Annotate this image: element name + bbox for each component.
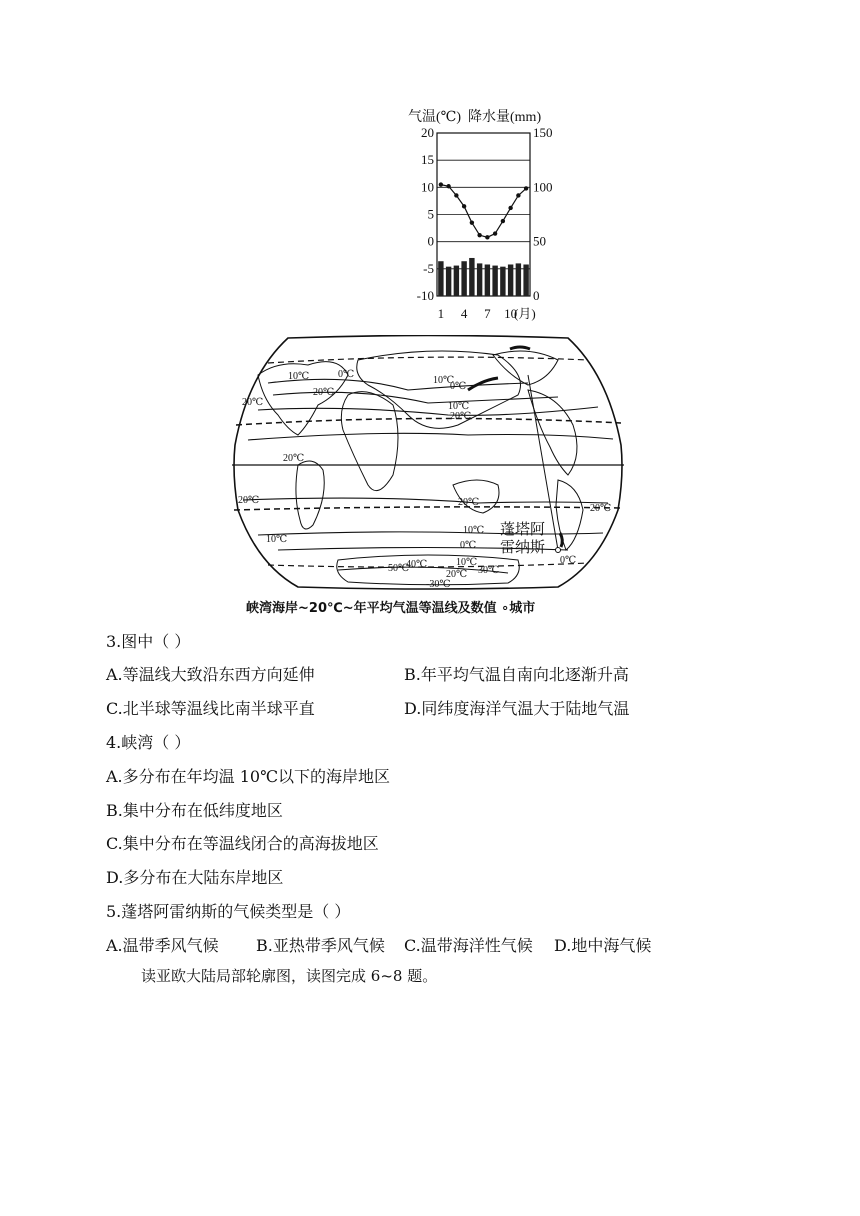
precip-bar xyxy=(508,264,513,296)
month-tick-label: 1 xyxy=(437,306,445,321)
label-n0-left: 0℃ xyxy=(338,369,355,380)
temp-point xyxy=(439,182,443,186)
label-n20-mid: 20℃ xyxy=(450,411,472,422)
precip-bar xyxy=(461,261,466,296)
label-n10-right: 10℃ xyxy=(448,401,470,412)
label-s10-low: 10℃ xyxy=(456,557,478,568)
temp-point xyxy=(493,231,497,235)
month-tick-label: 7 xyxy=(484,306,491,321)
temp-point xyxy=(462,204,466,208)
question-4-option-b: B.集中分布在低纬度地区 xyxy=(106,801,283,820)
label-s50-low: 50℃ xyxy=(388,563,410,574)
temp-point xyxy=(524,186,528,190)
question-4-option-d: D.多分布在大陆东岸地区 xyxy=(106,868,284,887)
city-label-line2: 雷纳斯 xyxy=(500,540,546,556)
precip-axis-title: 降水量(mm) xyxy=(468,110,542,125)
precip-bar xyxy=(492,266,497,296)
label-s20-right: 20℃ xyxy=(590,503,612,514)
label-n10-mid: 10℃ xyxy=(433,375,455,386)
label-s20-low: 20℃ xyxy=(446,569,468,580)
temp-point xyxy=(516,193,520,197)
question-3-option-c: C.北半球等温线比南半球平直 xyxy=(106,699,315,718)
question-5-option-a: A.温带季风气候 xyxy=(106,936,219,955)
precip-bar xyxy=(469,258,474,296)
temp-point xyxy=(477,233,481,237)
precip-bar xyxy=(438,261,443,296)
temp-tick-label: 15 xyxy=(421,152,434,168)
question-3-option-a: A.等温线大致沿东西方向延伸 xyxy=(106,665,315,684)
question-5-option-b: B.亚热带季风气候 xyxy=(256,936,385,955)
label-s20-mid: 20℃ xyxy=(458,497,480,508)
precip-bar xyxy=(523,264,528,296)
precip-bar xyxy=(500,267,505,296)
temp-point xyxy=(508,206,512,210)
month-tick-label: 10 xyxy=(504,306,518,321)
label-s30-vert: 30℃ xyxy=(478,565,500,576)
question-3-option-b: B.年平均气温自南向北逐渐升高 xyxy=(404,665,629,684)
temp-point xyxy=(485,235,489,239)
city-dot xyxy=(556,548,561,553)
intro-text: 读亚欧大陆局部轮廓图，读图完成 6~8 题。 xyxy=(141,967,438,985)
label-s40-low: 40℃ xyxy=(406,559,428,570)
temp-tick-label: 20 xyxy=(421,125,434,140)
city-label-line1: 蓬塔阿 xyxy=(500,522,546,538)
world-map xyxy=(228,335,628,620)
temp-tick-label: 0 xyxy=(427,233,434,249)
question-4-option-c: C.集中分布在等温线闭合的高海拔地区 xyxy=(106,834,379,853)
precip-tick-label: 50 xyxy=(533,233,546,249)
precip-tick-label: 150 xyxy=(533,125,553,140)
label-s30-low: -30℃ xyxy=(426,579,451,590)
precip-bar xyxy=(454,266,459,296)
map-legend: 峡湾海岸~20℃~年平均气温等温线及数值 ∘城市 xyxy=(246,601,536,616)
month-unit: (月) xyxy=(514,306,536,321)
label-s0-mid: 0℃ xyxy=(460,540,477,551)
temp-axis-title: 气温(℃) xyxy=(408,110,461,125)
temp-point xyxy=(454,193,458,197)
label-s20-left: 20℃ xyxy=(238,495,260,506)
question-3-stem: 3.图中（ ） xyxy=(106,632,191,651)
question-5-stem: 5.蓬塔阿雷纳斯的气候类型是（ ） xyxy=(106,902,351,921)
precip-tick-label: 100 xyxy=(533,179,553,195)
month-tick-label: 4 xyxy=(460,306,468,321)
temp-point xyxy=(501,219,505,223)
question-5-option-c: C.温带海洋性气候 xyxy=(404,936,533,955)
precip-bar xyxy=(485,264,490,296)
question-5-option-d: D.地中海气候 xyxy=(554,936,652,955)
label-n10-left: 10℃ xyxy=(288,371,310,382)
label-n20-left: 20℃ xyxy=(242,397,264,408)
question-4-option-a: A.多分布在年均温 10℃以下的海岸地区 xyxy=(106,767,390,786)
temperature-line xyxy=(441,185,526,238)
precip-bar xyxy=(446,267,451,296)
temp-tick-label: -5 xyxy=(423,260,434,276)
temp-tick-label: 5 xyxy=(427,206,434,222)
label-s10-left: 10℃ xyxy=(266,534,288,545)
label-s0-right: 0℃ xyxy=(560,555,577,566)
temp-tick-label: -10 xyxy=(416,288,434,303)
temp-point xyxy=(470,220,474,224)
precip-bar xyxy=(516,263,521,296)
label-eq20-left: 20℃ xyxy=(283,453,305,464)
label-n0-mid: 0℃ xyxy=(450,381,467,392)
climate-chart xyxy=(400,100,570,325)
precip-bar xyxy=(477,263,482,296)
temp-point xyxy=(446,184,450,188)
question-3-option-d: D.同纬度海洋气温大于陆地气温 xyxy=(404,699,630,718)
label-s20-vert: 20℃ xyxy=(313,387,335,398)
label-s10-mid: 10℃ xyxy=(463,525,485,536)
temp-tick-label: 10 xyxy=(421,179,434,195)
precip-tick-label: 0 xyxy=(533,288,540,303)
question-4-stem: 4.峡湾（ ） xyxy=(106,733,191,752)
